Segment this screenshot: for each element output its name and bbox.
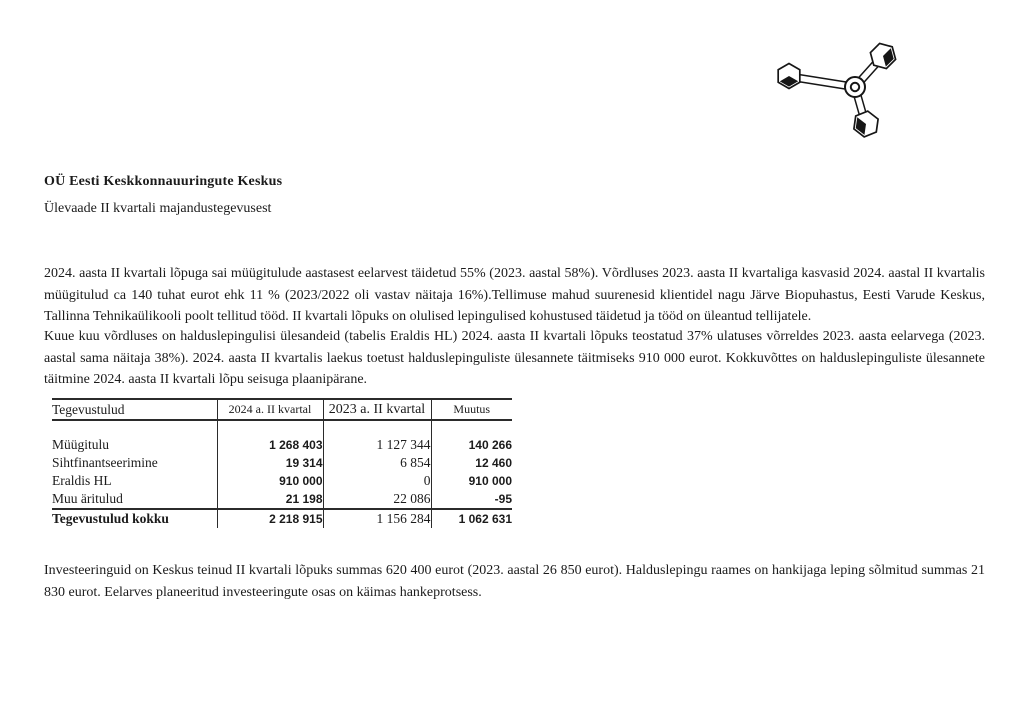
- total-2023: 1 156 284: [323, 509, 431, 528]
- paragraph-revenue-overview: 2024. aasta II kvartali lõpuga sai müügitulude aastasest eelarvest täidetud 55% (2023. aastal 58%). Võrdluses 2023. aasta II kvartaliga kasvasid 2024. aastal II kvartalis müügitulud ca 140 tuhat eurot ehk 11 % (2023/2022 oli vastav näitaja 16%).Tellimuse mahud suurenesid klientidel nagu Järve Biopuhastus, Eesti Varude Keskus, Tallinna Tehnikaülikooli poolt tellitud tööd. II kvartali lõpuks on olulised lepingulised kohustused täidetud ja tööd on üleantud tellijatele.: [44, 266, 985, 324]
- cell-2023: 6 854: [323, 454, 431, 472]
- row-label: Eraldis HL: [52, 473, 112, 488]
- table-total-row: [52, 509, 512, 528]
- header-tegevustulud: Tegevustulud: [52, 401, 125, 417]
- cell-2023: 0: [323, 472, 431, 490]
- cell-2023: 1 127 344: [323, 436, 431, 454]
- total-2024: 2 218 915: [217, 509, 323, 528]
- cell-2024: 19 314: [217, 454, 323, 472]
- table-row: [52, 490, 512, 509]
- table-header-row: [52, 399, 512, 420]
- logo-cube-left: [773, 60, 805, 91]
- cell-2024: 910 000: [217, 472, 323, 490]
- page-subtitle: Ülevaade II kvartali majandustegevusest: [44, 201, 272, 216]
- logo-cube-bottom: [853, 110, 879, 139]
- cell-2024: 21 198: [217, 490, 323, 509]
- cell-change: 12 460: [431, 454, 512, 472]
- table-spacer-row: [52, 420, 512, 436]
- operating-income-table: [52, 398, 512, 528]
- header-muutus: Muutus: [431, 399, 512, 420]
- molecule-cubes-logo: [768, 30, 918, 142]
- total-label: Tegevustulud kokku: [52, 511, 169, 526]
- row-label: Sihtfinantseerimine: [52, 455, 158, 470]
- page-title: OÜ Eesti Keskkonnauuringute Keskus: [44, 174, 283, 189]
- paragraph-investments: Investeeringuid on Keskus teinud II kvartali lõpuks summas 620 400 eurot (2023. aastal 26 850 eurot). Halduslepingu raames on hankijaga leping sõlmitud summas 21 830 eurot. Eelarves planeeritud investeeringute osas on käimas hankeprotsess.: [44, 563, 985, 600]
- cell-2024: 1 268 403: [217, 436, 323, 454]
- row-label: Muu äritulud: [52, 491, 123, 506]
- header-2024-q2: 2024 a. II kvartal: [217, 399, 323, 420]
- logo-ring: [845, 77, 865, 97]
- paragraph-admin-contract: Kuue kuu võrdluses on halduslepingulisi ülesandeid (tabelis Eraldis HL) 2024. aasta II kvartali lõpuks teostatud 37% ulatuses võrreldes 2023. aasta eelarvega (2023. aastal sama näitaja 38%). 2024. aasta II kvartalis laekus toetust halduslepinguliste ülesannete täitmiseks 910 000 eurot. Kokkuvõttes on halduslepinguliste ülesannete täitmine 2024. aasta II kvartali lõpu seisuga plaanipärane.: [44, 329, 985, 387]
- total-change: 1 062 631: [431, 509, 512, 528]
- cell-2023: 22 086: [323, 490, 431, 509]
- table-row: [52, 472, 512, 490]
- cell-change: 140 266: [431, 436, 512, 454]
- table-row: [52, 454, 512, 472]
- table-row: [52, 436, 512, 454]
- cell-change: 910 000: [431, 472, 512, 490]
- header-2023-q2: 2023 a. II kvartal: [323, 399, 431, 420]
- row-label: Müügitulu: [52, 437, 110, 452]
- cell-change: -95: [431, 490, 512, 509]
